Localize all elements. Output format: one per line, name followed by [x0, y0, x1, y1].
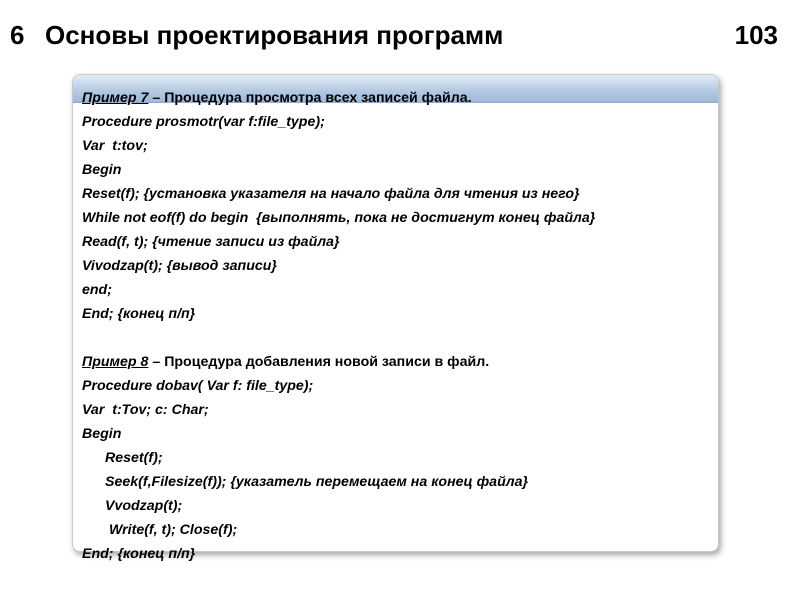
code-line: Procedure dobav( Var f: file_type); — [82, 378, 314, 394]
code-line: While not eof(f) do begin {выполнять, пока не достигнут конец файла} — [82, 210, 596, 226]
example-8-label: Пример 8 — [82, 354, 149, 370]
code-line: Procedure prosmotr(var f:file_type); — [82, 114, 325, 130]
code-line: Vivodzap(t); {вывод записи} — [82, 258, 277, 274]
code-line: Read(f, t); {чтение записи из файла} — [82, 234, 340, 250]
code-line: Write(f, t); Close(f); — [109, 522, 238, 538]
example-8-caption-text: – Процедура добавления новой записи в файл. — [148, 354, 490, 370]
code-line: Begin — [82, 426, 122, 442]
code-line: Reset(f); {установка указателя на начало файла для чтения из него} — [82, 186, 580, 202]
chapter-number: 6 — [10, 20, 25, 50]
code-listing — [82, 86, 722, 566]
chapter-title: Основы проектирования программ — [45, 20, 504, 50]
code-line: Seek(f,Filesize(f)); {указатель перемещаем на конец файла} — [105, 474, 528, 490]
code-line: Var t:Tov; c: Char; — [82, 402, 209, 418]
code-line: Vvodzap(t); — [105, 498, 183, 514]
code-line: Var t:tov; — [82, 138, 148, 154]
example-7-caption-text: – Процедура просмотра всех записей файла. — [148, 90, 472, 106]
code-line: end; — [82, 282, 112, 298]
code-line: End; {конец п/п} — [82, 306, 196, 322]
example-7-caption — [82, 86, 722, 110]
code-line: End; {конец п/п} — [82, 546, 196, 562]
blank-line — [82, 326, 722, 350]
code-line: Reset(f); — [105, 450, 163, 466]
slide-header — [0, 20, 800, 56]
code-line: Begin — [82, 162, 122, 178]
example-7-label: Пример 7 — [82, 90, 149, 106]
page-number: 103 — [734, 20, 778, 50]
example-8-caption — [82, 350, 722, 374]
